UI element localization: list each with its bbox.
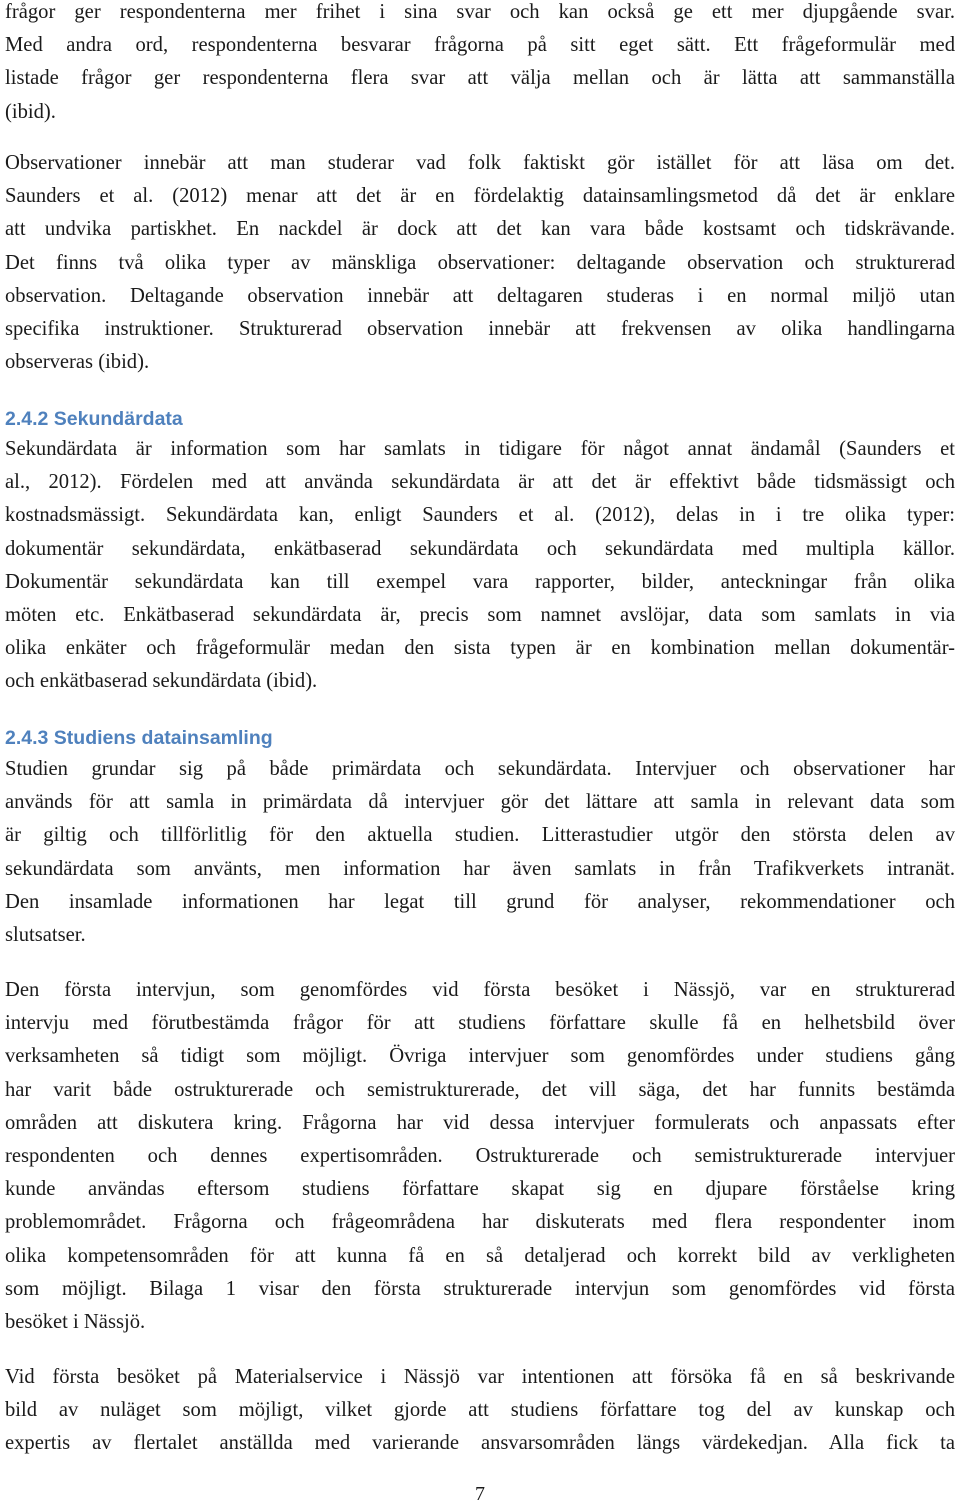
text-line: Vid första besöket på Materialservice i Nässjö var intentionen att försöka få en så beskrivande (5, 1366, 955, 1388)
text-line: Sekundärdata är information som har samlats in tidigare för något annat ändamål (Saunders et (5, 438, 955, 460)
text-line: observation. Deltagande observation innebär att deltagaren studeras i en normal miljö utan (5, 284, 955, 307)
text-line: Den första intervjun, som genomfördes vid första besöket i Nässjö, var en strukturerad (5, 979, 955, 1001)
section-2-4-2-paragraph (5, 433, 955, 699)
text-line: Det finns två olika typer av mänskliga observationer: deltagande observation och strukturerad (5, 251, 955, 274)
text-line: observeras (ibid). (5, 351, 150, 374)
text-line: Med andra ord, respondenterna besvarar frågorna på sitt eget sätt. Ett frågeformulär med (5, 34, 955, 57)
text-line: besöket i Nässjö. (5, 1311, 146, 1334)
text-line: Observationer innebär att man studerar vad folk faktiskt gör istället för att läsa om det. (5, 152, 955, 174)
text-line: kostnadsmässigt. Sekundärdata kan, enligt Saunders et al. (2012), delas in i tre olika typer: (5, 504, 955, 527)
text-line: sekundärdata som använts, men information har även samlats in från Trafikverkets intranät. (5, 857, 955, 880)
text-line: verksamheten så tidigt som möjligt. Övriga intervjuer som genomfördes under studiens gång (5, 1045, 955, 1068)
text-line: dokumentär sekundärdata, enkätbaserad sekundärdata och sekundärdata med multipla källor. (5, 537, 955, 560)
text-line: används för att samla in primärdata då intervjuer gör det lättare att samla in relevant data som (5, 791, 955, 814)
text-line: olika kompetensområden för att kunna få en så detaljerad och korrekt bild av verkligheten (5, 1244, 955, 1267)
text-line: Dokumentär sekundärdata kan till exempel vara rapporter, bilder, anteckningar från olika (5, 570, 955, 593)
text-line: olika enkäter och frågeformulär medan den sista typen är en kombination mellan dokumentär- (5, 637, 955, 660)
text-line: bild av nuläget som möjligt, vilket gjorde att studiens författare tog del av kunskap och (5, 1399, 955, 1422)
text-line: möten etc. Enkätbaserad sekundärdata är, precis som namnet avslöjar, data som samlats in via (5, 604, 955, 627)
text-line: att undvika partiskhet. En nackdel är dock att det kan vara både kostsamt och tidskrävande. (5, 218, 955, 241)
text-line: respondenten och dennes expertisområden. Ostrukturerade och semistrukturerade intervjuer (5, 1145, 955, 1168)
text-line: (ibid). (5, 100, 56, 123)
text-line: områden att diskutera kring. Frågorna har vid dessa intervjuer formulerats och anpassats efter (5, 1111, 955, 1134)
section-2-4-3-paragraph-3 (5, 1361, 955, 1461)
text-line: slutsatser. (5, 924, 86, 947)
page-number: 7 (475, 1483, 485, 1505)
observation-paragraph (5, 147, 955, 379)
text-line: har varit både ostrukturerade och semistrukturerade, det vill säga, det har funnits bestämda (5, 1078, 955, 1101)
text-line: Den insamlade informationen har legat till grund för analyser, rekommendationer och (5, 890, 955, 913)
section-2-4-3-paragraph-1 (5, 753, 955, 952)
text-line: frågor ger respondenterna mer frihet i sina svar och kan också ge ett mer djupgående svar. (5, 1, 955, 23)
text-line: Saunders et al. (2012) menar att det är en fördelaktig datainsamlingsmetod då det är enklare (5, 185, 955, 208)
text-line: problemområdet. Frågorna och frågeområdena har diskuterats med flera respondenter inom (5, 1211, 955, 1234)
text-line: expertis av flertalet anställda med varierande ansvarsområden längs värdekedjan. Alla fick ta (5, 1432, 955, 1455)
text-line: som möjligt. Bilaga 1 visar den första strukturerade intervjun som genomfördes vid första (5, 1277, 955, 1300)
text-line: och enkätbaserad sekundärdata (ibid). (5, 670, 318, 693)
text-line: är giltig och tillförlitlig för den aktuella studien. Litterastudier utgör den största delen av (5, 824, 955, 847)
text-line: Studien grundar sig på både primärdata och sekundärdata. Intervjuer och observationer har (5, 758, 955, 780)
text-line: intervju med förutbestämda frågor för att studiens författare skulle få en helhetsbild över (5, 1012, 955, 1035)
section-heading-2-4-2: 2.4.2 Sekundärdata (5, 408, 183, 430)
intro-paragraph (5, 0, 955, 129)
section-2-4-3-paragraph-2 (5, 974, 955, 1339)
section-heading-2-4-3: 2.4.3 Studiens datainsamling (5, 727, 273, 749)
text-line: specifika instruktioner. Strukturerad observation innebär att frekvensen av olika handlingarna (5, 318, 955, 341)
text-line: listade frågor ger respondenterna flera svar att välja mellan och är lätta att sammanställa (5, 67, 955, 90)
text-line: kunde användas eftersom studiens författare skapat sig en djupare förståelse kring (5, 1178, 955, 1201)
text-line: al., 2012). Fördelen med att använda sekundärdata är att det är effektivt både tidsmässigt och (5, 471, 955, 494)
